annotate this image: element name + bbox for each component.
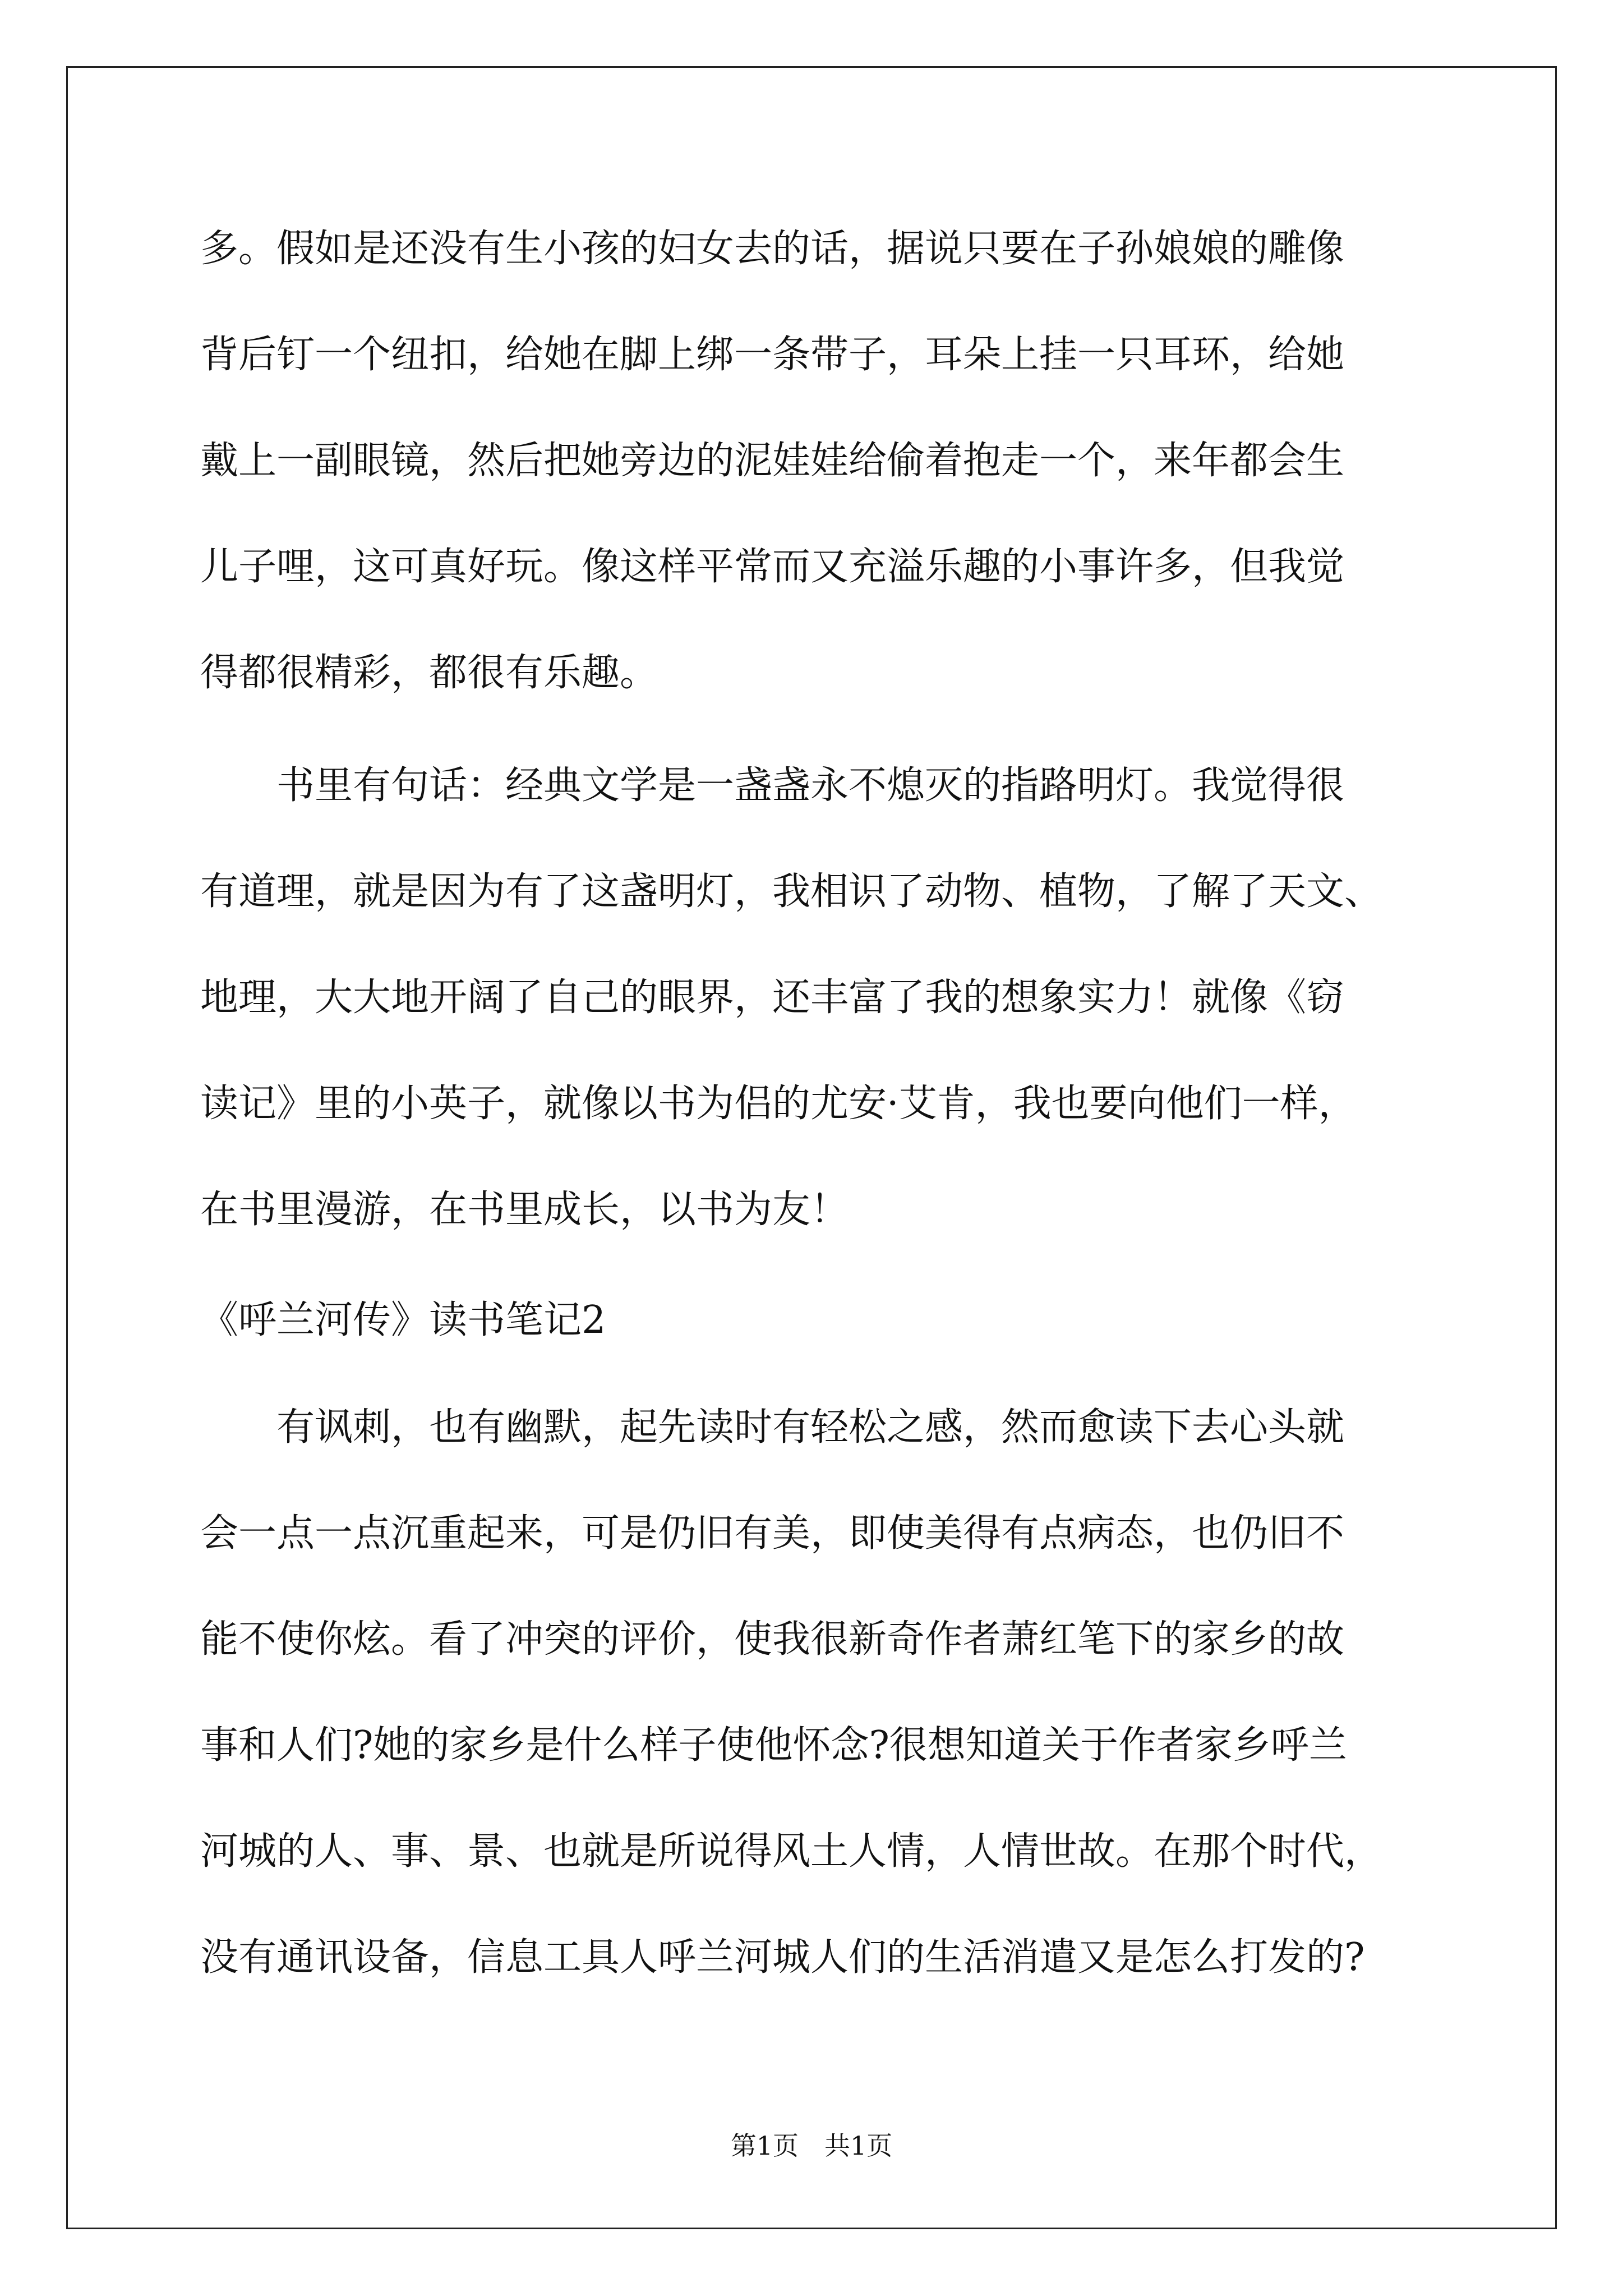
- text-line: 河城的人、事、景、也就是所说得风土人情，人情世故。在那个时代，: [200, 1829, 1383, 1874]
- text-line: 会一点一点沉重起来，可是仍旧有美，即使美得有点病态，也仍旧不: [200, 1511, 1345, 1556]
- text-line: 戴上一副眼镜，然后把她旁边的泥娃娃给偷着抱走一个，来年都会生: [200, 439, 1345, 483]
- text-line: 背后钉一个纽扣，给她在脚上绑一条带子，耳朵上挂一只耳环，给她: [200, 333, 1345, 377]
- text-line: 能不使你炫。看了冲突的评价，使我很新奇作者萧红笔下的家乡的故: [200, 1617, 1345, 1662]
- paragraph-1: [200, 196, 1456, 726]
- paragraph-3: [200, 1374, 1456, 2010]
- text-line: 没有通讯设备，信息工具人呼兰河城人们的生活消遣又是怎么打发的?: [200, 1935, 1365, 1980]
- text-line: 地理，大大地开阔了自己的眼界，还丰富了我的想象实力！就像《窃: [200, 976, 1345, 1020]
- text-line: 书里有句话：经典文学是一盏盏永不熄灭的指路明灯。我觉得很: [200, 763, 1345, 808]
- text-line: 多。假如是还没有生小孩的妇女去的话，据说只要在子孙娘娘的雕像: [200, 227, 1345, 271]
- text-line: 读记》里的小英子，就像以书为侣的尤安·艾肯，我也要向他们一样，: [200, 1082, 1357, 1126]
- text-line: 有讽刺，也有幽默，起先读时有轻松之感，然而愈读下去心头就: [200, 1405, 1345, 1450]
- section-heading: 《呼兰河传》读书笔记2: [200, 1298, 606, 1342]
- page-footer: 第1页 共1页: [730, 2131, 893, 2161]
- text-line: 事和人们?她的家乡是什么样子使他怀念?很想知道关于作者家乡呼兰: [200, 1723, 1347, 1768]
- paragraph-2: [200, 733, 1456, 1263]
- text-line: 儿子哩，这可真好玩。像这样平常而又充溢乐趣的小事许多，但我觉: [200, 545, 1345, 589]
- text-line: 有道理，就是因为有了这盏明灯，我相识了动物、植物，了解了天文、: [200, 869, 1383, 914]
- text-line: 得都很精彩，都很有乐趣。: [200, 651, 658, 695]
- text-line: 在书里漫游，在书里成长，以书为友！: [200, 1188, 849, 1232]
